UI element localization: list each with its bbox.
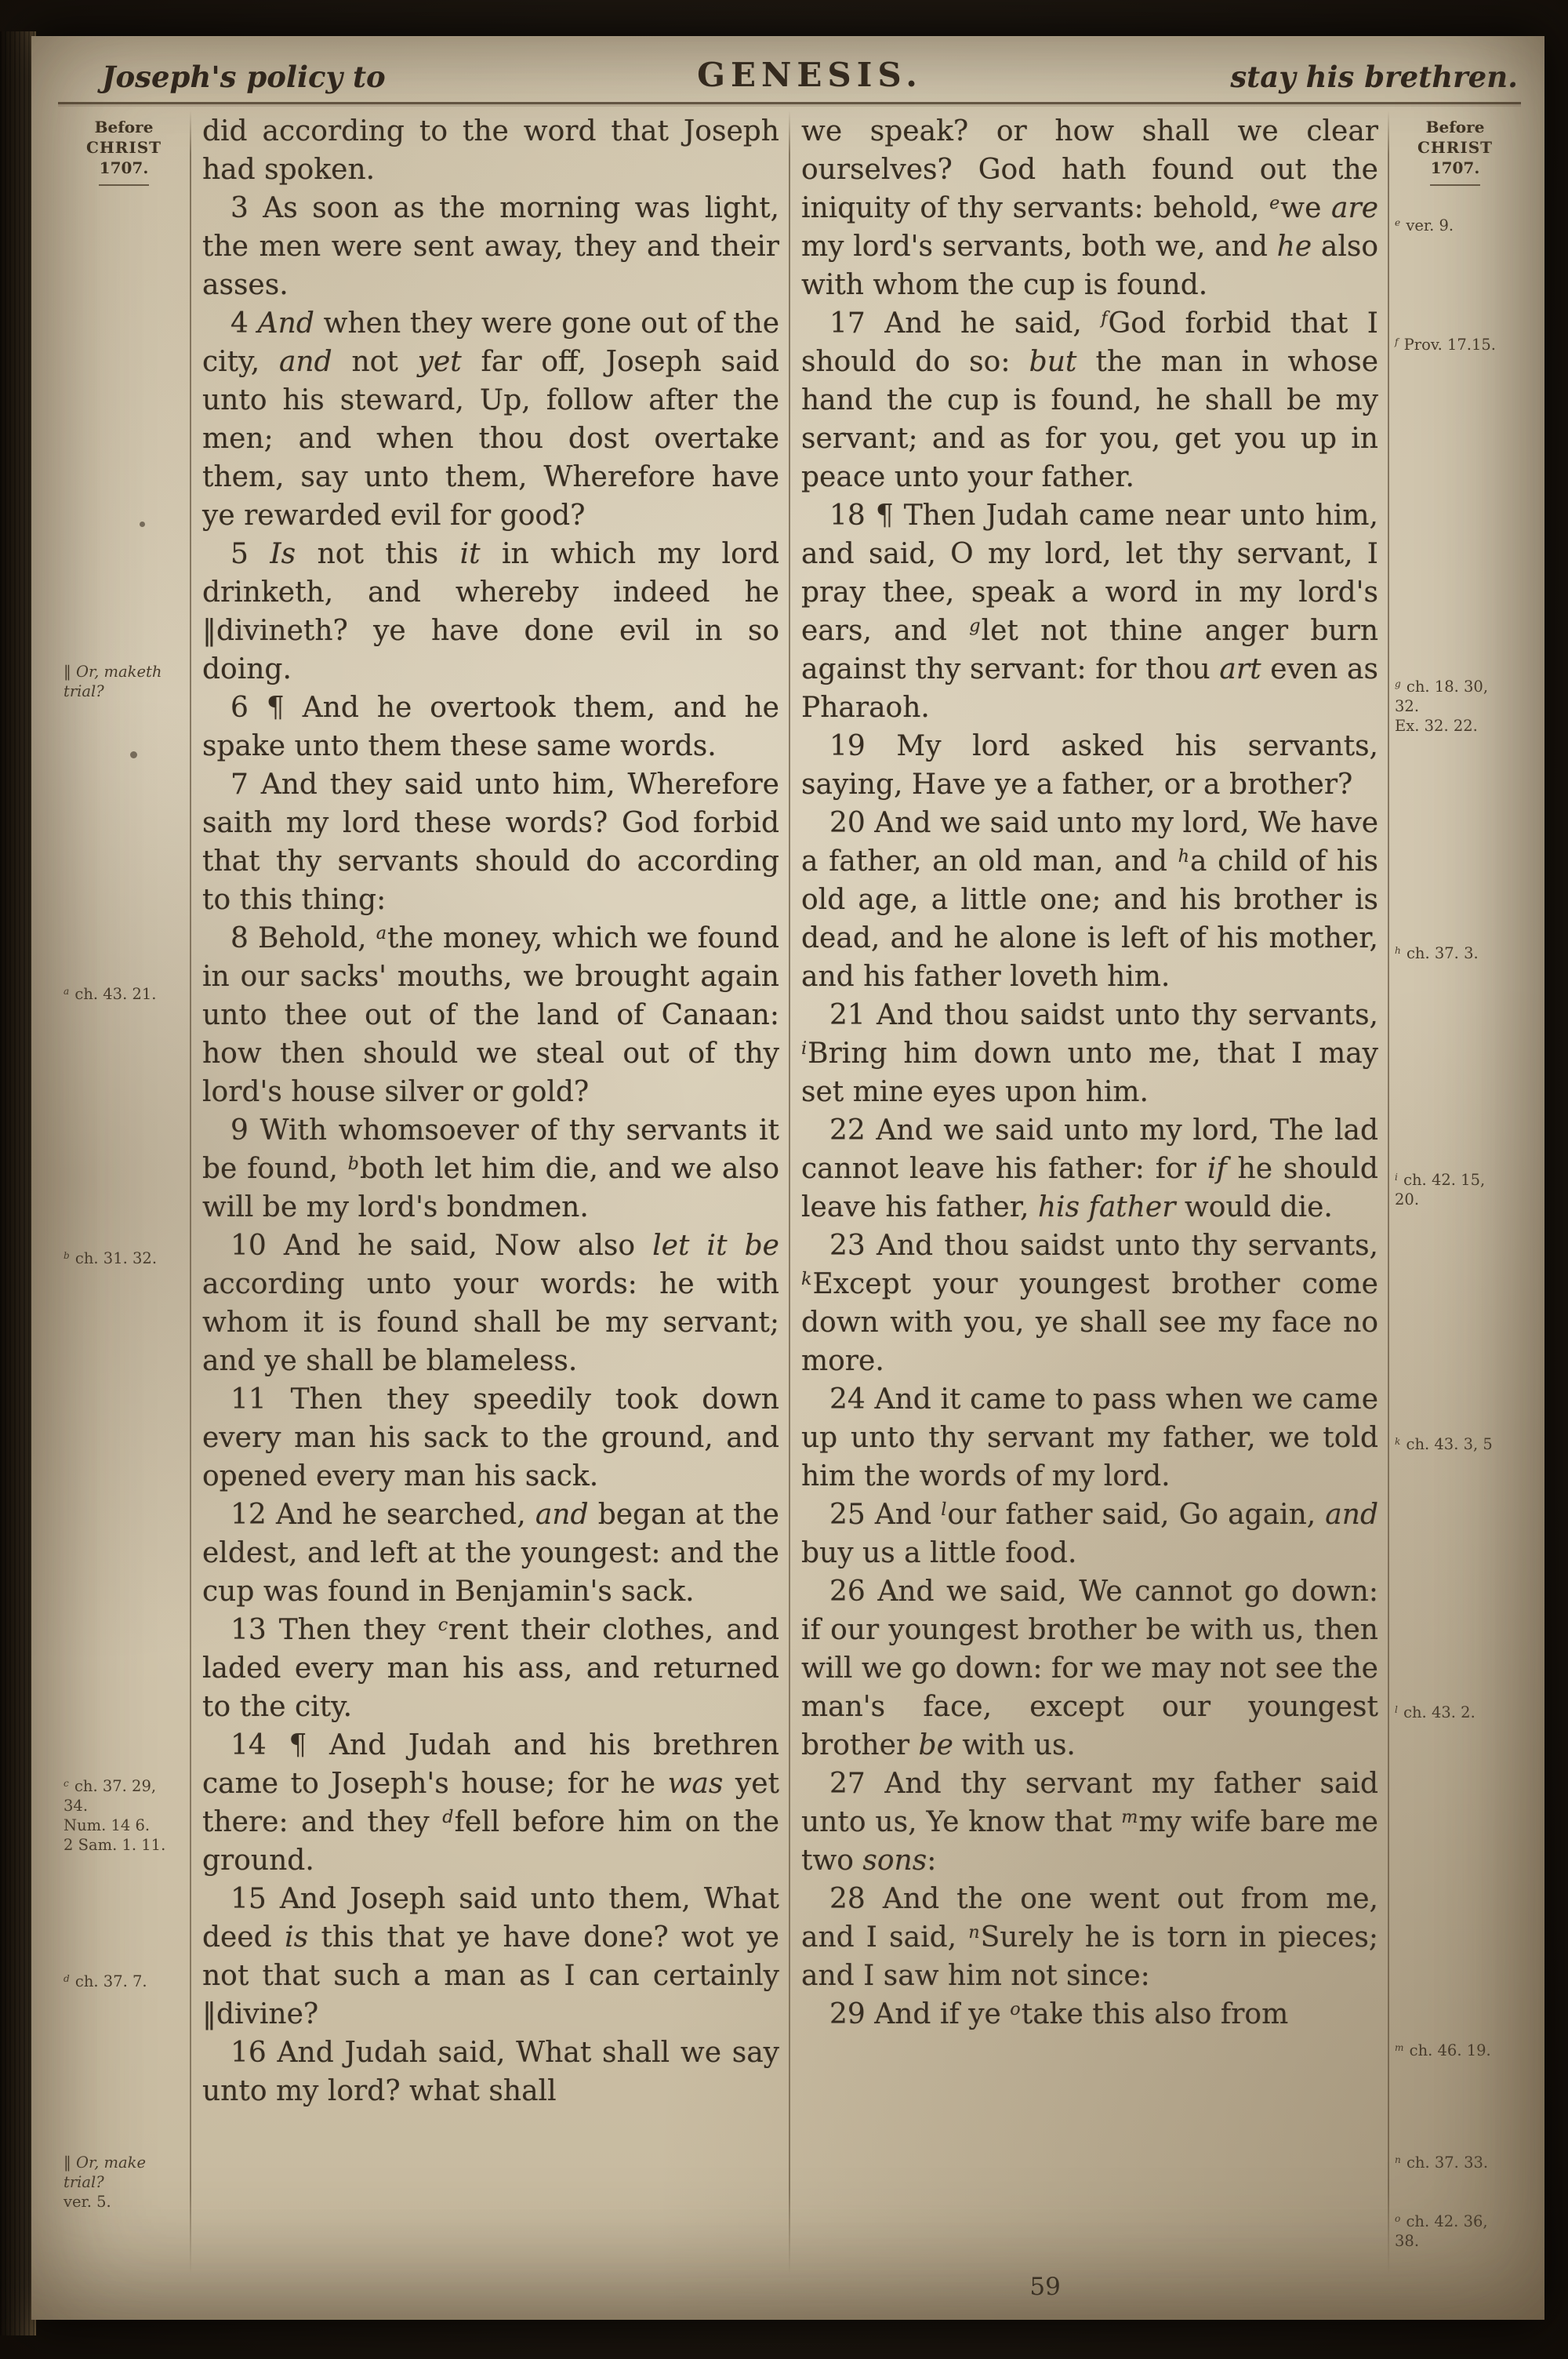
verse-paragraph: 11 Then they speedily took down every man his sack to the ground, and opened every man his sack. xyxy=(202,1383,779,1492)
verse-paragraph: 16 And Judah said, What shall we say unto my lord? what shall xyxy=(202,2037,779,2107)
margin-note: $^k$ ch. 43. 3, 5 xyxy=(1395,1435,1493,1454)
verse-paragraph: 25 And $^l$our father said, Go again, and buy us a little food. xyxy=(801,1499,1378,1569)
verse-paragraph: 7 And they said unto him, Wherefore saith my lord these words? God forbid that thy servants should do according to this thing: xyxy=(202,769,779,916)
bc-line: CHRIST xyxy=(1417,138,1494,157)
verse-paragraph: 3 As soon as the morning was light, the men were sent away, they and their asses. xyxy=(202,192,779,301)
margin-note: $^i$ ch. 42. 15, 20. xyxy=(1395,1171,1486,1209)
margin-note: $^d$ ch. 37. 7. xyxy=(64,1972,147,1990)
margin-note: ‖ Or, maketh trial? xyxy=(64,662,162,700)
before-christ-heading-left xyxy=(58,111,190,186)
verse-paragraph: 26 And we said, We cannot go down: if our youngest brother be with us, then will we go down: for we may not see the man's face, except our youngest brother be with us. xyxy=(801,1576,1378,1761)
verse-paragraph: 5 Is not this it in which my lord drinketh, and whereby indeed he ‖divineth? ye have done evil in so doing. xyxy=(202,538,779,685)
verse-paragraph: 24 And it came to pass when we came up unto thy servant my father, we told him the words of my lord. xyxy=(801,1383,1378,1492)
verse-paragraph: 28 And the one went out from me, and I said, $^n$Surely he is torn in pieces; and I saw him not since: xyxy=(801,1883,1379,1992)
verse-paragraph: 22 And we said unto my lord, The lad cannot leave his father: for if he should leave his father, his father would die. xyxy=(801,1114,1378,1223)
verse-paragraph: did according to the word that Joseph had spoken. xyxy=(202,115,779,186)
ink-speck xyxy=(130,751,137,758)
margin-note: $^m$ ch. 46. 19. xyxy=(1395,2041,1491,2059)
bc-line: Before xyxy=(94,118,154,136)
margin-note: $^g$ ch. 18. 30, 32. Ex. 32. 22. xyxy=(1395,678,1489,736)
margin-note: ‖ Or, make trial? ver. 5. xyxy=(64,2154,146,2212)
margin-note: $^h$ ch. 37. 3. xyxy=(1395,943,1479,962)
verse-paragraph: 14 ¶ And Judah and his brethren came to Joseph's house; for he was yet there: and they $^d$fell before him on the ground. xyxy=(202,1729,779,1877)
verse-paragraph: 15 And Joseph said unto them, What deed is this that ye have done? wot ye not that such a man as I can certainly ‖divine? xyxy=(202,1883,779,2030)
verse-paragraph: 4 And when they were gone out of the city, and not yet far off, Joseph said unto his steward, Up, follow after the men; and when thou dost overtake them, say unto them, Wherefore have ye rewarded evil for good? xyxy=(202,307,779,532)
verse-paragraph: 8 Behold, $^a$the money, which we found in our sacks' mouths, we brought again unto thee out of the land of Canaan: how then should we steal out of thy lord's house silver or gold? xyxy=(202,922,779,1108)
left-margin-column xyxy=(58,111,190,2275)
margin-note: $^e$ ver. 9. xyxy=(1395,216,1454,235)
ink-speck xyxy=(140,522,145,527)
running-head-left: Joseph's policy to xyxy=(102,60,386,94)
bible-page xyxy=(31,36,1544,2320)
verse-paragraph: 17 And he said, $^f$God forbid that I should do so: but the man in whose hand the cup is found, he shall be my servant; and as for you, get you up in peace unto your father. xyxy=(801,307,1379,493)
running-head-right: stay his brethren. xyxy=(1230,60,1518,94)
margin-note: $^o$ ch. 42. 36, 38. xyxy=(1395,2212,1488,2250)
margin-note: $^l$ ch. 43. 2. xyxy=(1395,1703,1475,1722)
verse-paragraph: 23 And thou saidst unto thy servants, $^k$Except your youngest brother come down with you, ye shall see my face no more. xyxy=(801,1230,1378,1377)
header-rule xyxy=(58,102,1521,104)
bc-line: 1707. xyxy=(99,158,149,177)
right-margin-column xyxy=(1389,111,1521,2275)
bc-divider xyxy=(1430,184,1480,186)
verse-paragraph: 6 ¶ And he overtook them, and he spake unto them these same words. xyxy=(202,692,779,762)
before-christ-heading-right xyxy=(1389,111,1521,186)
verse-paragraph: 18 ¶ Then Judah came near unto him, and said, O my lord, let thy servant, I pray thee, speak a word in my lord's ears, and $^g$let not thine anger burn against thy servant: for thou art even as Pharaoh. xyxy=(801,500,1378,724)
verse-paragraph: 20 And we said unto my lord, We have a father, an old man, and $^h$a child of his old age, a little one; and his brother is dead, and he alone is left of his mother, and his father loveth him. xyxy=(801,807,1378,993)
margin-note: $^n$ ch. 37. 33. xyxy=(1395,2154,1489,2172)
bc-line: CHRIST xyxy=(85,138,162,157)
verse-paragraph: 19 My lord asked his servants, saying, Have ye a father, or a brother? xyxy=(801,730,1378,801)
page-content xyxy=(58,111,1521,2275)
margin-note: $^a$ ch. 43. 21. xyxy=(64,985,157,1004)
verse-paragraph: 21 And thou saidst unto thy servants, $^i$Bring him down unto me, that I may set mine eyes upon him. xyxy=(801,999,1378,1108)
verse-paragraph: 9 With whomsoever of thy servants it be found, $^b$both let him die, and we also will be my lord's bondmen. xyxy=(202,1114,780,1223)
verse-paragraph: 27 And thy servant my father said unto us, Ye know that $^m$my wife bare me two sons: xyxy=(801,1768,1378,1877)
verse-paragraph: we speak? or how shall we clear ourselves? God hath found out the iniquity of thy servants: behold, $^e$we are my lord's servants, both we, and he also with whom the cup is found. xyxy=(801,115,1378,301)
book-title: GENESIS. xyxy=(697,56,923,94)
running-head xyxy=(58,50,1521,94)
verse-paragraph: 10 And he said, Now also let it be according unto your words: he with whom it is found shall be my servant; and ye shall be blameless. xyxy=(202,1230,779,1377)
page-number: 59 xyxy=(1029,2273,1061,2301)
left-text-column xyxy=(191,111,789,2275)
margin-note: $^c$ ch. 37. 29, 34. Num. 14 6. 2 Sam. 1. 11. xyxy=(64,1777,166,1855)
right-text-column xyxy=(790,111,1388,2275)
verse-paragraph: 13 Then they $^c$rent their clothes, and laded every man his ass, and returned to the city. xyxy=(202,1614,779,1723)
margin-note: $^f$ Prov. 17.15. xyxy=(1395,336,1496,354)
margin-note: $^b$ ch. 31. 32. xyxy=(64,1249,158,1267)
verse-paragraph: 12 And he searched, and began at the eldest, and left at the youngest: and the cup was found in Benjamin's sack. xyxy=(202,1499,779,1608)
bc-line: Before xyxy=(1425,118,1485,136)
verse-paragraph: 29 And if ye $^o$take this also from xyxy=(829,1998,1289,2030)
bc-line: 1707. xyxy=(1430,158,1480,177)
bc-divider xyxy=(99,184,149,186)
